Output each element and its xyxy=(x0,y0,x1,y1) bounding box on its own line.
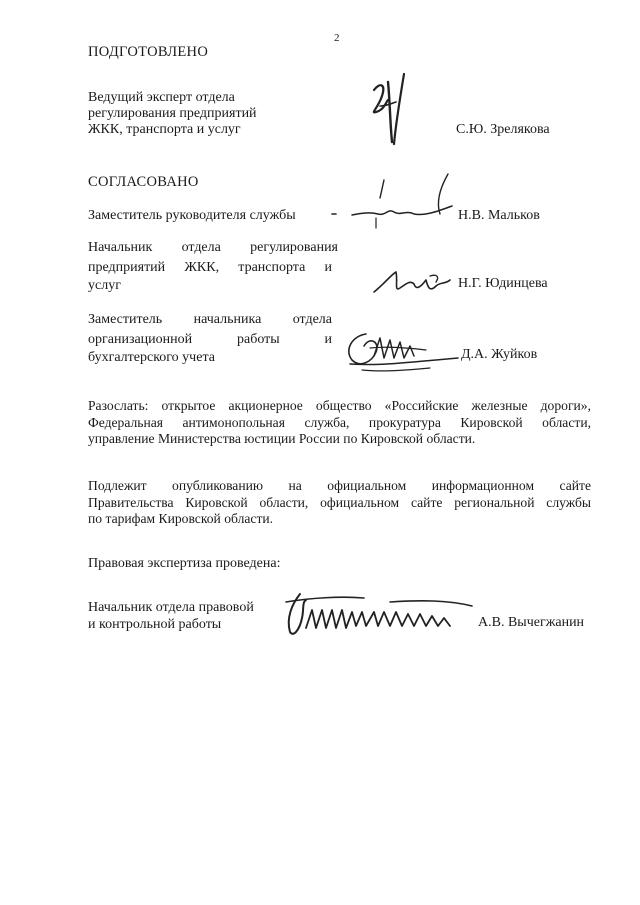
legal-review-signer-name: А.В. Вычегжанин xyxy=(478,615,585,630)
page-number: 2 xyxy=(334,32,340,44)
prepared-position-line-2: регулирования предприятий xyxy=(88,106,257,121)
distribution-line-3: управление Министерства юстиции России по Кировской области. xyxy=(88,431,476,446)
agreed-entry-3-position-line-3: бухгалтерского учета xyxy=(88,350,215,365)
publication-line-2: Правительства Кировской области, официальном сайте региональной службы xyxy=(88,494,591,510)
prepared-position-line-1: Ведущий эксперт отдела xyxy=(88,90,235,105)
legal-review-position-line-1: Начальник отдела правовой xyxy=(88,600,254,615)
distribution-line-2: Федеральная антимонопольная служба, прокуратура Кировской области, xyxy=(88,414,591,430)
prepared-position-line-3: ЖКК, транспорта и услуг xyxy=(88,122,241,137)
agreed-entry-1-name: Н.В. Мальков xyxy=(458,208,540,223)
agreed-entry-2-position-line-2: предприятий ЖКК, транспорта и xyxy=(88,260,332,275)
publication-line-3: по тарифам Кировской области. xyxy=(88,511,274,526)
prepared-heading: ПОДГОТОВЛЕНО xyxy=(88,44,209,60)
agreed-entry-3-name: Д.А. Жуйков xyxy=(461,347,538,362)
legal-review-position-line-2: и контрольной работы xyxy=(88,617,222,632)
distribution-line-1: Разослать: открытое акционерное общество «Российские железные дороги», xyxy=(88,398,591,413)
agreed-entry-2-name: Н.Г. Юдинцева xyxy=(458,276,548,291)
agreed-heading: СОГЛАСОВАНО xyxy=(88,174,199,190)
agreed-entry-1-position: Заместитель руководителя службы xyxy=(88,208,296,223)
publication-paragraph xyxy=(88,478,591,528)
agreed-entry-2-position-line-1: Начальник отдела регулирования xyxy=(88,240,338,255)
agreed-entry-3-position-line-2: организационной работы и xyxy=(88,332,332,347)
publication-line-1: Подлежит опубликованию на официальном информационном сайте xyxy=(88,478,591,493)
signature-zrelyakova xyxy=(360,62,420,158)
legal-review-heading: Правовая экспертиза проведена: xyxy=(88,556,281,571)
agreed-entry-2-position-line-3: услуг xyxy=(88,278,121,293)
signature-malkov xyxy=(328,168,458,238)
signature-yudintseva xyxy=(370,262,456,302)
distribution-paragraph xyxy=(88,398,591,448)
agreed-entry-3-position-line-1: Заместитель начальника отдела xyxy=(88,312,332,327)
signature-zhuikov xyxy=(340,326,460,378)
signature-vychegzhanin xyxy=(280,588,480,644)
prepared-signer-name: С.Ю. Зрелякова xyxy=(456,122,550,137)
